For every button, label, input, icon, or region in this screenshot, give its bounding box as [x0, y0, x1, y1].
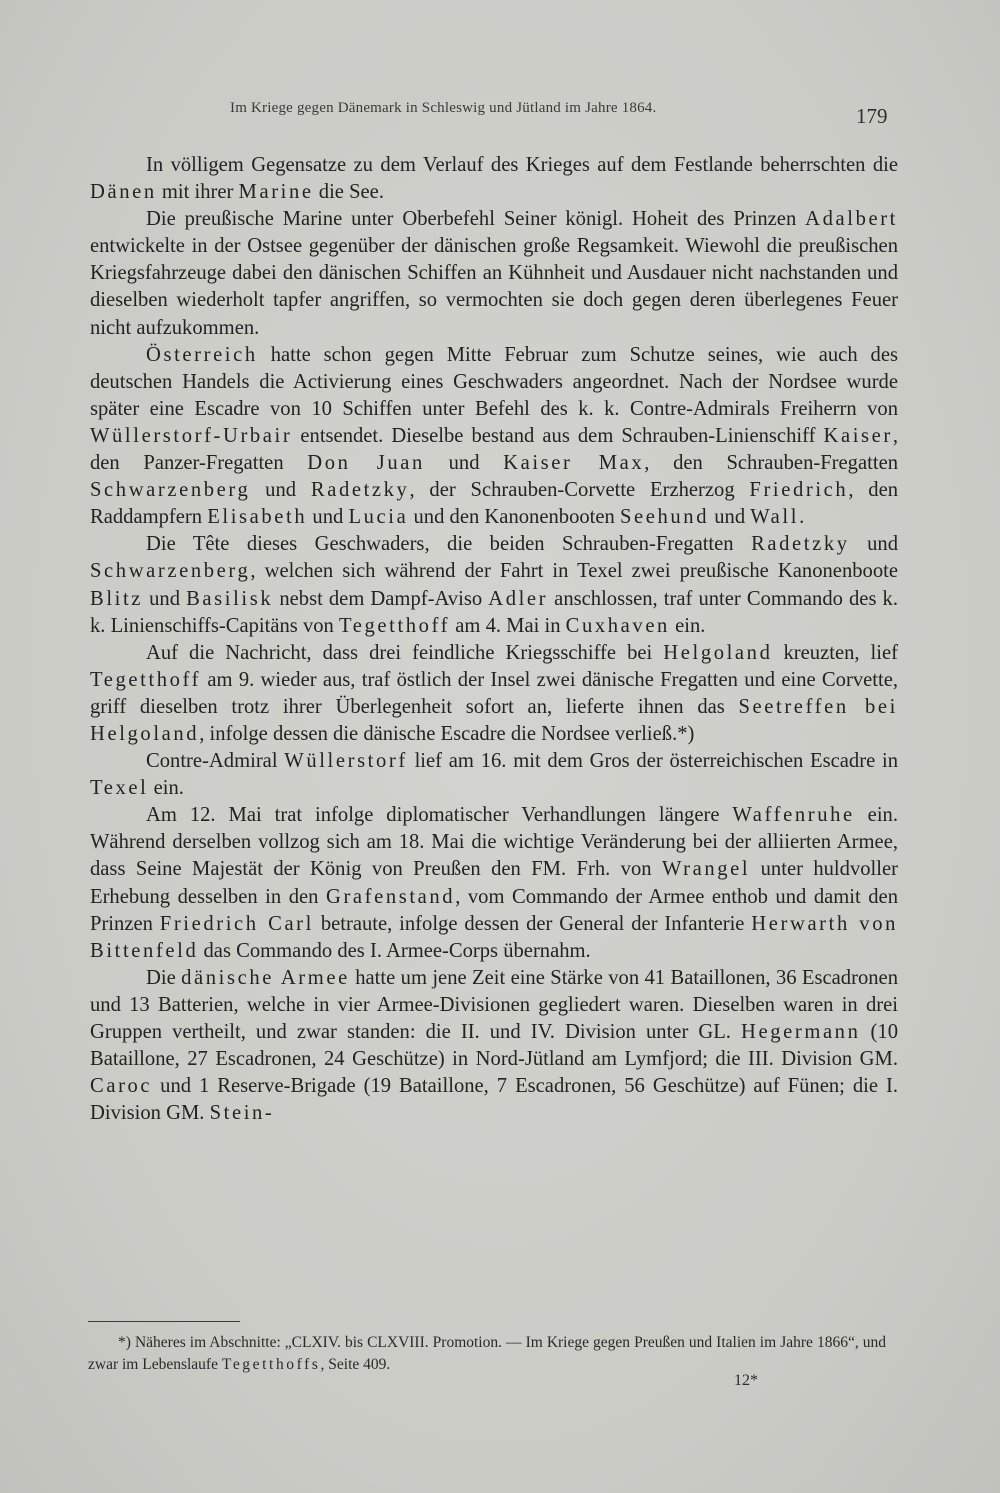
- text-run: Am 12. Mai trat infolge diplomatischer Verhandlungen längere: [146, 804, 733, 827]
- spaced-emphasis: Friedrich: [749, 479, 849, 502]
- spaced-emphasis: Stein-: [209, 1102, 275, 1125]
- text-run: , vom Commando der Armee enthob und damit den Prinzen: [90, 885, 898, 935]
- text-run: .: [799, 506, 805, 529]
- spaced-emphasis: Caroc: [90, 1075, 153, 1098]
- text-run: lief am 16. mit dem Gros der österreichischen Escadre in: [407, 750, 898, 773]
- text-run: , den Raddampfern: [90, 479, 899, 529]
- text-run: anschlossen, traf unter Commando des k. k. Linienschiffs-Capitäns von: [90, 587, 898, 637]
- spaced-emphasis: Don Juan: [307, 452, 425, 475]
- page-number: 179: [856, 104, 888, 128]
- text-run: und: [250, 479, 311, 502]
- text-run: am 4. Mai in: [450, 614, 566, 637]
- spaced-emphasis: Hegermann: [741, 1021, 861, 1043]
- text-run: , Seite 409.: [320, 1356, 391, 1373]
- paragraph: [90, 640, 898, 748]
- text-run: mit ihrer: [156, 181, 239, 204]
- footnote-rule: [88, 1321, 240, 1322]
- spaced-emphasis: Wüllerstorf-Urbair: [90, 424, 293, 447]
- text-run: kreuzten, lief: [772, 641, 899, 664]
- spaced-emphasis: Kaiser Max: [503, 452, 645, 475]
- text-run: , den Schrauben-Fregatten: [644, 452, 899, 475]
- text-run: ein.: [148, 777, 184, 800]
- text-run: entwickelte in der Ostsee gegenüber der dänischen große Regsamkeit. Wiewohl die preußischen Kriegsfahrzeuge dabei den dänischen Schiffen an Kühnheit und Ausdauer nicht nachstanden und dieselben wiederholt tapfer angriffen, so vermochten sie doch gegen deren überlegenes Feuer nicht aufzukommen.: [90, 235, 898, 339]
- text-run: In völligem Gegensatze zu dem Verlauf des Krieges auf dem Festlande beherrschten die: [146, 154, 898, 176]
- running-title: Im Kriege gegen Dänemark in Schleswig und Jütland im Jahre 1864.: [230, 100, 657, 116]
- spaced-emphasis: Friedrich Carl: [159, 912, 314, 935]
- text-run: , infolge dessen die dänische Escadre die Nordsee verließ.*): [199, 722, 695, 745]
- text-run: Die Tête dieses Geschwaders, die beiden Schrauben-Fregatten: [146, 533, 752, 556]
- text-run: betraute, infolge dessen der General der Infanterie: [313, 912, 752, 935]
- text-run: und: [143, 587, 187, 610]
- text-run: und: [849, 533, 898, 556]
- text-run: unter huldvoller Erhebung desselben in den: [90, 858, 898, 908]
- text-run: das Commando des I. Armee-Corps übernahm.: [198, 939, 591, 962]
- spaced-emphasis: Elisabeth: [207, 506, 308, 529]
- text-run: , der Schrauben-Corvette Erzherzog: [409, 479, 750, 502]
- text-run: ein. Während derselben vollzog sich am 18. Mai die wichtige Veränderung bei der alliierten Armee, dass Seine Majestät der König von Preußen den FM. Frh. von: [90, 804, 898, 881]
- text-run: (10 Bataillone, 27 Escadronen, 24 Geschütze) in Nord-Jütland am Lymfjord; die III. Division GM.: [90, 1021, 898, 1071]
- spaced-emphasis: Radetzky: [310, 479, 410, 502]
- text-run: Contre-Admiral: [146, 750, 285, 773]
- spaced-emphasis: Kaiser: [823, 424, 893, 447]
- spaced-emphasis: Schwarzenberg: [90, 479, 251, 502]
- text-run: und den Kanonenbooten: [408, 506, 620, 529]
- spaced-emphasis: Tegetthoff: [339, 614, 451, 637]
- spaced-emphasis: Dänen: [90, 181, 157, 204]
- spaced-emphasis: Wüllerstorf: [284, 750, 408, 773]
- text-run: und: [307, 506, 349, 529]
- text-run: Die: [146, 966, 182, 989]
- footnote-text: [88, 1332, 886, 1376]
- spaced-emphasis: Radetzky: [751, 533, 850, 556]
- text-run: ein.: [669, 614, 706, 637]
- spaced-emphasis: Wall: [750, 506, 800, 529]
- paragraph: [90, 206, 898, 341]
- text-run: nebst dem Dampf-Aviso: [273, 587, 489, 610]
- spaced-emphasis: Adalbert: [805, 208, 898, 231]
- text-run: hatte um jene Zeit eine Stärke von 41 Bataillonen, 36 Escadronen und 13 Batterien, welche in vier Armee-Divisionen gegliedert waren. Dieselben waren in drei Gruppen vertheilt, und zwar standen: die II. und IV. Division unter GL.: [90, 966, 898, 1043]
- spaced-emphasis: Tegetthoffs: [221, 1356, 321, 1373]
- spaced-emphasis: Tegetthoff: [90, 668, 202, 691]
- text-run: Auf die Nachricht, dass drei feindliche Kriegsschiffe bei: [146, 641, 664, 664]
- spaced-emphasis: Waffenruhe: [732, 804, 855, 827]
- spaced-emphasis: dänische Armee: [181, 966, 350, 989]
- text-run: hatte schon gegen Mitte Februar zum Schutze seines, wie auch des deutschen Handels die Activierung eines Geschwaders angeordnet. Nach der Nordsee wurde später eine Escadre von 10 Schiffen unter Befehl des k. k. Contre-Admirals Freiherrn von: [90, 343, 898, 420]
- paragraph: [90, 531, 898, 639]
- spaced-emphasis: Grafenstand: [325, 885, 456, 908]
- spaced-emphasis: Cuxhaven: [565, 614, 670, 637]
- text-run: und 1 Reserve-Brigade (19 Bataillone, 7 Escadronen, 56 Geschütze) auf Fünen; die I. Division GM.: [90, 1075, 898, 1125]
- spaced-emphasis: Seetreffen bei Helgoland: [90, 695, 898, 745]
- text-run: entsendet. Dieselbe bestand aus dem Schrauben-Linienschiff: [292, 424, 824, 447]
- spaced-emphasis: Seehund: [619, 506, 710, 529]
- text-run: die See.: [313, 181, 384, 204]
- spaced-emphasis: Adler: [488, 587, 549, 610]
- text-run: *) Näheres im Abschnitte: „CLXIV. bis CLXVIII. Promotion. — Im Kriege gegen Preußen und Italien im Jahre 1866“, und zwar im Lebenslaufe: [88, 1334, 886, 1373]
- text-run: am 9. wieder aus, traf östlich der Insel zwei dänische Fregatten und eine Corvette, griff dieselben trotz ihrer Überlegenheit sofort an, lieferte ihnen das: [90, 668, 898, 718]
- spaced-emphasis: Schwarzenberg: [90, 560, 251, 583]
- text-run: , welchen sich während der Fahrt in Texel zwei preußische Kanonenboote: [250, 560, 898, 583]
- paragraph: [90, 802, 898, 965]
- spaced-emphasis: Herwarth von Bittenfeld: [90, 912, 898, 962]
- text-run: und: [709, 506, 751, 529]
- spaced-emphasis: Texel: [90, 777, 149, 800]
- text-run: Die preußische Marine unter Oberbefehl Seiner königl. Hoheit des Prinzen: [146, 208, 806, 231]
- footnote: [88, 1332, 886, 1376]
- paragraph: [90, 965, 898, 1128]
- paragraph: [90, 748, 898, 802]
- signature-mark: 12*: [734, 1372, 758, 1389]
- spaced-emphasis: Helgoland: [663, 641, 773, 664]
- spaced-emphasis: Marine: [238, 181, 314, 204]
- spaced-emphasis: Wrangel: [661, 858, 751, 881]
- text-run: und: [424, 452, 504, 475]
- spaced-emphasis: Lucia: [348, 506, 409, 529]
- paragraph: [90, 152, 898, 206]
- spaced-emphasis: Basilisk: [186, 587, 274, 610]
- paragraph: [90, 342, 898, 532]
- body-text: [90, 152, 898, 1127]
- spaced-emphasis: Österreich: [146, 343, 258, 366]
- text-run: , den Panzer-Fregatten: [90, 424, 898, 475]
- spaced-emphasis: Blitz: [90, 587, 144, 610]
